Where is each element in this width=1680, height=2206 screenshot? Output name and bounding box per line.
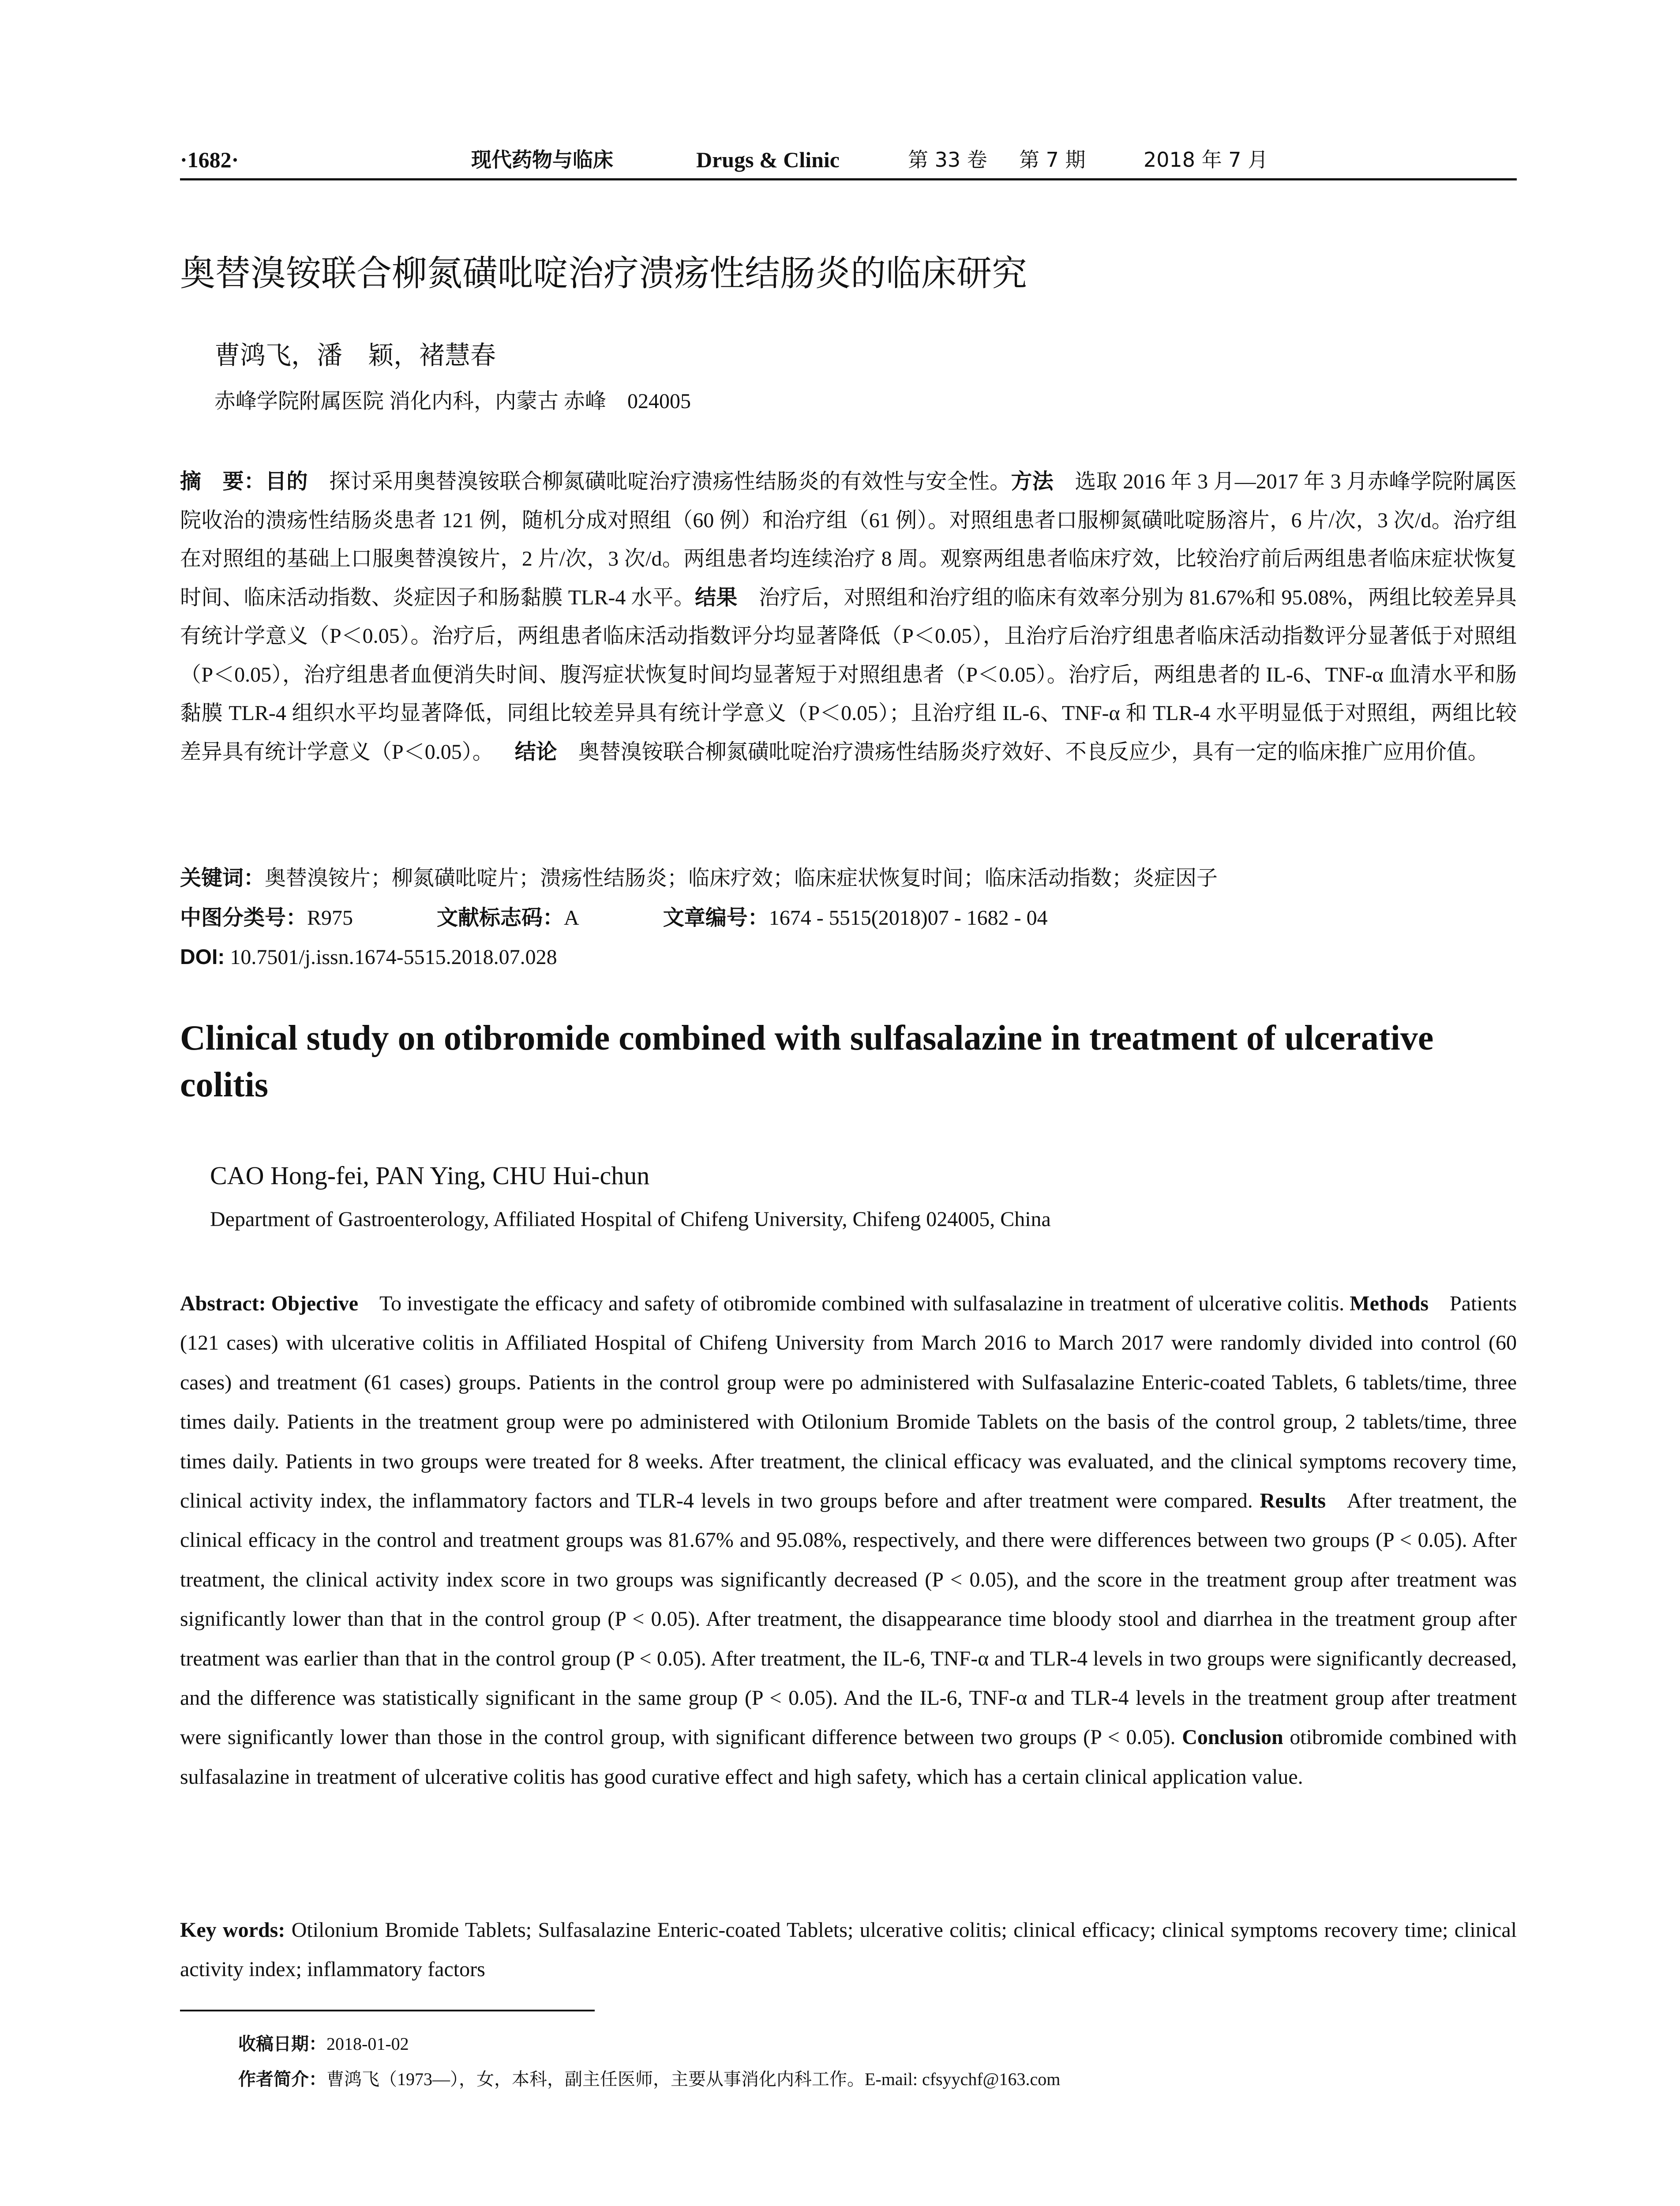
methods-label-en: Methods — [1350, 1292, 1429, 1315]
abstract-label-cn: 摘 要： — [180, 469, 266, 494]
objective-label-en: Objective — [271, 1292, 359, 1315]
journal-name-en: Drugs & Clinic — [696, 147, 840, 172]
received-date-note — [238, 2030, 409, 2059]
doi-line — [180, 940, 557, 975]
keywords-text-cn: 奥替溴铵片；柳氮磺吡啶片；溃疡性结肠炎；临床疗效；临床症状恢复时间；临床活动指数；炎症因子 — [265, 867, 1218, 890]
methods-label-cn: 方法 — [1011, 469, 1054, 494]
keywords-cn — [180, 860, 1218, 896]
abstract-en — [180, 1284, 1517, 1797]
conclusion-text-en: otibromide combined with sulfasalazine in treatment of ulcerative colitis has good curative effect and high safety, which has a certain clinical application value. — [180, 1726, 1517, 1789]
author-bio-note — [238, 2065, 1060, 2094]
conclusion-label-en: Conclusion — [1182, 1726, 1283, 1749]
results-text-cn: 治疗后，对照组和治疗组的临床有效率分别为 81.67%和 95.08%，两组比较差异具有统计学意义（P＜0.05）。治疗后，两组患者临床活动指数评分均显著降低（P＜0.05），且治疗后治疗组患者临床活动指数评分显著低于对照组（P＜0.05），治疗组患者血便消失时间、腹泻症状恢复时间均显著短于对照组患者（P＜0.05）。治疗后，两组患者的 IL-6、TNF-α 血清水平和肠黏膜 TLR-4 组织水平均显著降低，同组比较差异具有统计学意义（P＜0.05）；且治疗组 IL-6、TNF-α 和 TLR-4 水平明显低于对照组，两组比较差异具有统计学意义（P＜0.05）。 — [180, 585, 1517, 764]
journal-name-cn: 现代药物与临床 — [471, 148, 613, 172]
article-no: 1674 - 5515(2018)07 - 1682 - 04 — [769, 906, 1048, 930]
received-date: 2018-01-02 — [326, 2034, 409, 2054]
author-bio-label: 作者简介： — [238, 2069, 326, 2090]
objective-text-cn: 探讨采用奥替溴铵联合柳氮磺吡啶治疗溃疡性结肠炎的有效性与安全性。 — [329, 470, 1011, 493]
keywords-text-en: Otilonium Bromide Tablets; Sulfasalazine Enteric-coated Tablets; ulcerative colitis; clinical efficacy; clinical symptoms recovery time; clinical activity index; inflammatory factors — [180, 1918, 1517, 1981]
article-no-label: 文章编号： — [663, 905, 769, 930]
header-rule — [180, 178, 1517, 180]
clc-code: R975 — [307, 906, 353, 930]
objective-label-cn: 目的 — [265, 469, 308, 494]
doi-label: DOI: — [180, 945, 225, 969]
footnote-rule — [180, 2010, 595, 2011]
keywords-label-cn: 关键词： — [180, 866, 265, 890]
classification-line — [180, 900, 1048, 936]
article-title-cn: 奥替溴铵联合柳氮磺吡啶治疗溃疡性结肠炎的临床研究 — [180, 253, 1027, 294]
keywords-label-en: Key words: — [180, 1918, 285, 1942]
page-number: ·1682· — [180, 147, 239, 172]
authors-cn: 曹鸿飞，潘 颖，褚慧春 — [214, 340, 496, 370]
issue-date: 2018 年 7 月 — [1144, 148, 1268, 172]
keywords-en — [180, 1910, 1517, 1989]
volume: 第 33 卷 — [908, 148, 987, 172]
received-label: 收稿日期： — [238, 2034, 326, 2054]
doc-code-label: 文献标志码： — [437, 905, 564, 930]
methods-text-en: Patients (121 cases) with ulcerative colitis in Affiliated Hospital of Chifeng University from March 2016 to March 2017 were randomly divided into control (60 cases) and treatment (61 cases) groups. Patients in the control group were po administered with Sulfasalazine Enteric-coated Tablets, 6 tablets/time, three times daily. Patients in the treatment group were po administered with Otilonium Bromide Tablets on the basis of the control group, 2 tablets/time, three times daily. Patients in two groups were treated for 8 weeks. After treatment, the clinical efficacy was evaluated, and the clinical symptoms recovery time, clinical activity index, the inflammatory factors and TLR-4 levels in two groups before and after treatment were compared. — [180, 1292, 1517, 1513]
conclusion-text-cn: 奥替溴铵联合柳氮磺吡啶治疗溃疡性结肠炎疗效好、不良反应少，具有一定的临床推广应用价值。 — [578, 740, 1489, 764]
issue: 第 7 期 — [1019, 148, 1086, 172]
doc-code: A — [564, 906, 579, 930]
author-bio-text: 曹鸿飞（1973—），女，本科，副主任医师，主要从事消化内科工作。E-mail: cfsyychf@163.com — [326, 2069, 1061, 2089]
clc-label: 中图分类号： — [180, 905, 308, 930]
results-label-cn: 结果 — [695, 585, 738, 610]
affiliation-en: Department of Gastroenterology, Affiliated Hospital of Chifeng University, Chifeng 024005, China — [210, 1208, 1051, 1231]
doi-link[interactable]: 10.7501/j.issn.1674-5515.2018.07.028 — [230, 945, 557, 969]
results-label-en: Results — [1260, 1489, 1326, 1513]
results-text-en: After treatment, the clinical efficacy in the control and treatment groups was 81.67% and 95.08%, respectively, and there were differences between two groups (P < 0.05). After treatment, the clinical activity index score in two groups was significantly decreased (P < 0.05), and the score in the treatment group after treatment was significantly lower than that in the control group (P < 0.05). After treatment, the disappearance time bloody stool and diarrhea in the treatment group after treatment was earlier than that in the control group (P < 0.05). After treatment, the IL-6, TNF-α and TLR-4 levels in two groups were significantly decreased, and the difference was statistically significant in the same group (P < 0.05). And the IL-6, TNF-α and TLR-4 levels in the treatment group after treatment were significantly lower than those in the control group, with significant difference between two groups (P < 0.05). — [180, 1489, 1517, 1749]
abstract-cn — [180, 462, 1517, 771]
objective-text-en: To investigate the efficacy and safety of otibromide combined with sulfasalazine in treatment of ulcerative colitis. — [379, 1292, 1345, 1315]
conclusion-label-cn: 结论 — [514, 739, 557, 764]
affiliation-cn: 赤峰学院附属医院 消化内科，内蒙古 赤峰 024005 — [214, 390, 691, 413]
abstract-label-en: Abstract: — [180, 1292, 266, 1315]
article-title-en: Clinical study on otibromide combined with sulfasalazine in treatment of ulcerative colitis — [180, 1019, 1434, 1104]
methods-text-cn: 选取 2016 年 3 月—2017 年 3 月赤峰学院附属医院收治的溃疡性结肠炎患者 121 例，随机分成对照组（60 例）和治疗组（61 例）。对照组患者口服柳氮磺吡啶肠溶片，6 片/次，3 次/d。治疗组在对照组的基础上口服奥替溴铵片，2 片/次，3 次/d。两组患者均连续治疗 8 周。观察两组患者临床疗效，比较治疗前后两组患者临床症状恢复时间、临床活动指数、炎症因子和肠黏膜 TLR-4 水平。 — [180, 470, 1517, 609]
authors-en: CAO Hong-fei, PAN Ying, CHU Hui-chun — [210, 1161, 650, 1190]
